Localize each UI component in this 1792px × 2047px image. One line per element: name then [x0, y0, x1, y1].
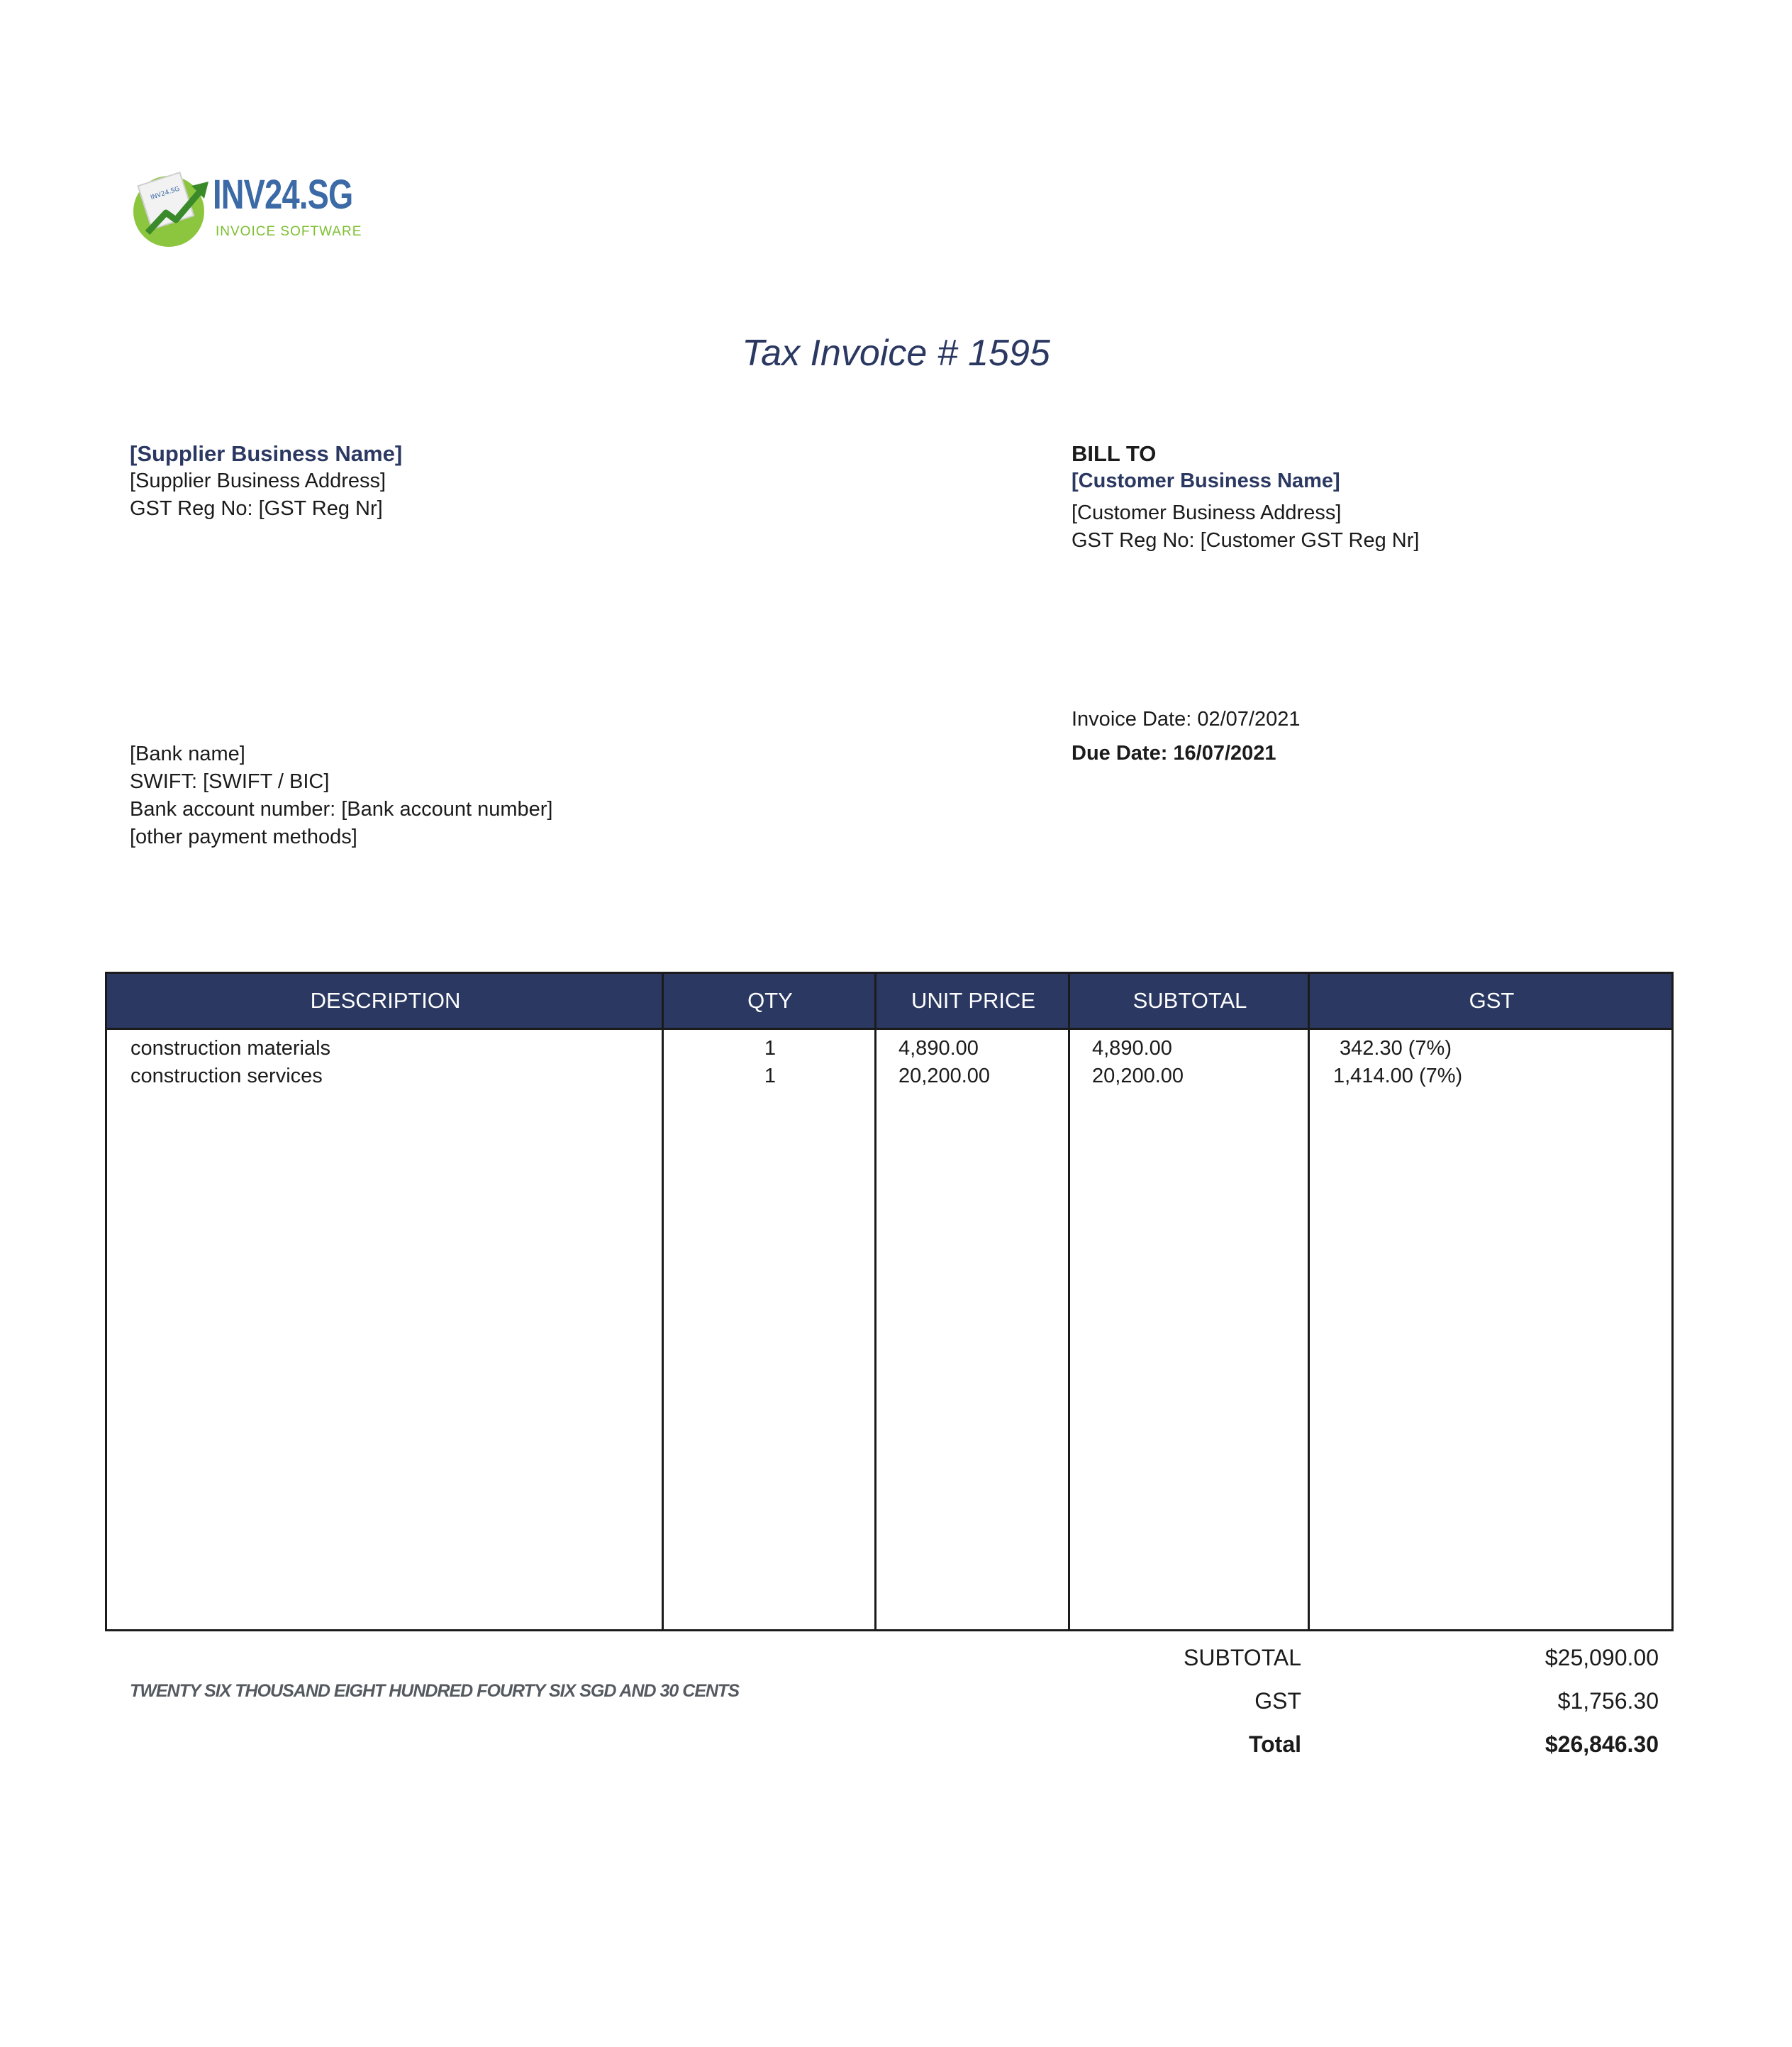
logo-badge-text: INV24.SG — [150, 185, 181, 202]
supplier-address: [Supplier Business Address] — [130, 470, 386, 492]
row2-subtotal: 20,200.00 — [1092, 1065, 1184, 1087]
header-gst: GST — [1469, 988, 1515, 1013]
row2-unit-price: 20,200.00 — [898, 1065, 991, 1087]
header-description: DESCRIPTION — [310, 988, 461, 1013]
customer-address: [Customer Business Address] — [1072, 501, 1342, 524]
customer-name: [Customer Business Name] — [1072, 470, 1340, 492]
subtotal-value: $25,090.00 — [1545, 1645, 1659, 1670]
bank-account: Bank account number: [Bank account number] — [130, 798, 553, 821]
table-header — [107, 974, 1671, 1030]
row1-unit-price: 4,890.00 — [898, 1037, 979, 1060]
amount-in-words: TWENTY SIX THOUSAND EIGHT HUNDRED FOURTY SIX SGD AND 30 CENTS — [130, 1681, 740, 1701]
row1-gst: 342.30 (7%) — [1340, 1037, 1452, 1060]
logo-tagline: INVOICE SOFTWARE — [216, 224, 362, 239]
invoice-title: Tax Invoice # 1595 — [742, 333, 1050, 374]
bank-other: [other payment methods] — [130, 826, 357, 848]
row1-qty: 1 — [764, 1037, 777, 1060]
bill-to-block — [1072, 440, 1419, 555]
invoice-date: Invoice Date: 02/07/2021 — [1072, 708, 1301, 731]
gst-value: $1,756.30 — [1557, 1688, 1659, 1714]
customer-gst: GST Reg No: [Customer GST Reg Nr] — [1072, 529, 1420, 552]
dates-block — [1072, 706, 1300, 767]
row2-qty: 1 — [764, 1065, 777, 1087]
items-table — [105, 972, 1674, 1631]
supplier-name: [Supplier Business Name] — [130, 441, 403, 466]
supplier-gst: GST Reg No: [GST Reg Nr] — [130, 497, 383, 520]
bill-to-heading: BILL TO — [1072, 441, 1157, 466]
row1-subtotal: 4,890.00 — [1092, 1037, 1172, 1060]
bank-swift: SWIFT: [SWIFT / BIC] — [130, 770, 330, 793]
due-date: Due Date: 16/07/2021 — [1072, 742, 1276, 765]
header-qty: QTY — [747, 988, 793, 1013]
total-value: $26,846.30 — [1545, 1731, 1659, 1757]
header-subtotal: SUBTOTAL — [1132, 988, 1247, 1013]
total-label: Total — [1248, 1731, 1301, 1757]
header-unit-price: UNIT PRICE — [911, 988, 1036, 1013]
logo-brand: INV24.SG — [213, 172, 353, 218]
supplier-block — [130, 440, 402, 523]
bank-name: [Bank name] — [130, 743, 245, 765]
column-divider — [1308, 974, 1310, 1629]
row2-description: construction services — [130, 1065, 323, 1087]
row2-gst: 1,414.00 (7%) — [1333, 1065, 1463, 1087]
bank-block — [130, 740, 552, 851]
row1-description: construction materials — [130, 1037, 331, 1060]
subtotal-label: SUBTOTAL — [1184, 1645, 1301, 1670]
column-divider — [1068, 974, 1070, 1629]
gst-label: GST — [1254, 1688, 1301, 1714]
